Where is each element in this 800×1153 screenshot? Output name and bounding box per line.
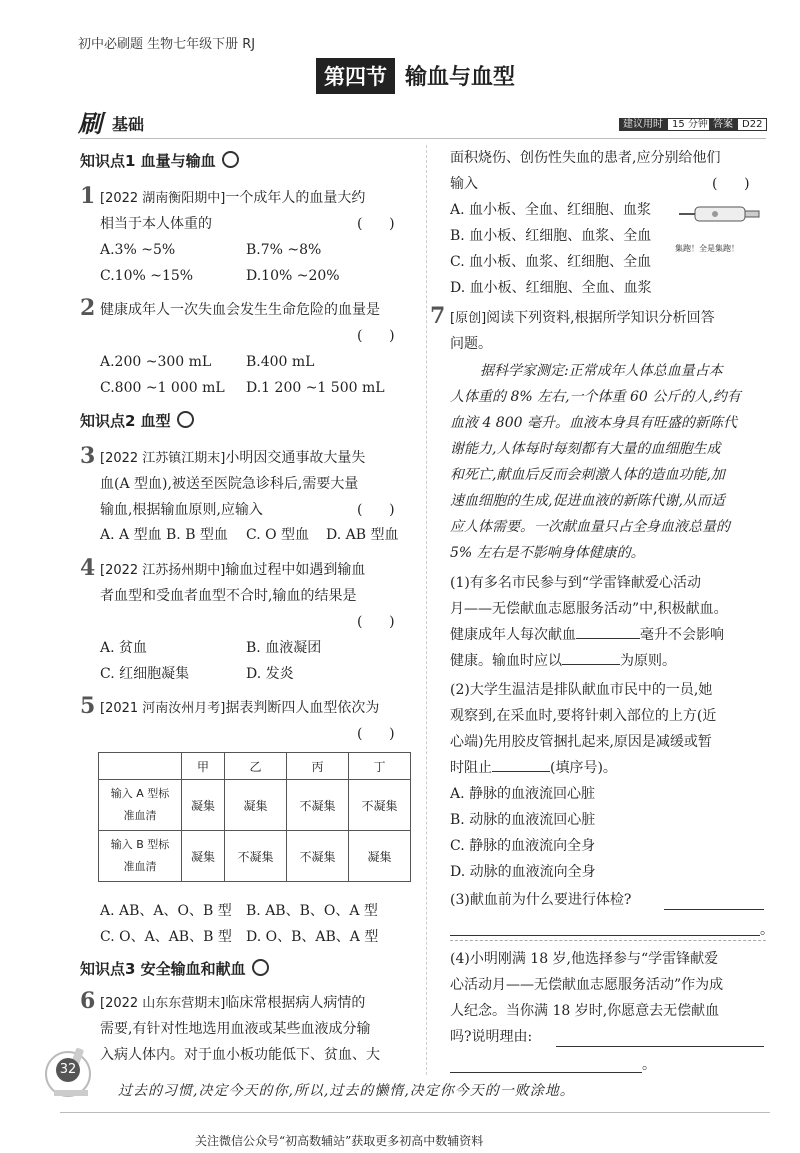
stamp-caption: 集跑！全是集跑！ [675, 244, 739, 253]
answer-page: D22 [737, 118, 767, 131]
answer-blank[interactable] [450, 1072, 642, 1073]
period-mark: 。 [642, 1057, 656, 1073]
answer-blank[interactable] [664, 909, 764, 910]
q3-option-d: D. AB 型血 [326, 527, 399, 543]
q5-number: 5 [80, 693, 96, 719]
q6-option-a: A. 血小板、全血、红细胞、血浆 [450, 202, 652, 218]
q5-option-b: B. AB、B、O、A 型 [246, 903, 378, 919]
sub2-option-b: B. 动脉的血液流回心脏 [450, 812, 596, 828]
passage-line: 和死亡,献血后反而会刺激人体的造血功能,加 [450, 467, 725, 483]
divider [450, 940, 766, 942]
sub1-line2: 月——无偿献血志愿服务活动”中,积极献血。 [450, 601, 728, 617]
answer-blank[interactable] [562, 664, 620, 665]
time-value: 15 分钟 [667, 118, 713, 131]
q2-paren: ( ) [357, 328, 395, 344]
table-header-cell [99, 753, 182, 780]
sub2-option-c: C. 静脉的血液流向全身 [450, 838, 596, 854]
q1-option-d: D.10% ~20% [246, 268, 340, 284]
q1-number: 1 [80, 183, 96, 209]
q1-stem: [2022 湖南衡阳期中]一个成年人的血量大约 [100, 190, 366, 206]
sub4-line3: 人纪念。当你满 18 岁时,你愿意去无偿献血 [450, 1003, 720, 1019]
q6-option-c: C. 血小板、血浆、红细胞、全血 [450, 254, 652, 270]
sub2-line2: 观察到,在采血时,要将针刺入部位的上方(近 [450, 708, 717, 724]
time-info [619, 115, 713, 130]
q6-stem-5: 输入 [450, 176, 478, 192]
passage-line: 5% 左右是不影响身体健康的。 [450, 545, 645, 561]
passage-line: 据科学家测定:正常成年人体总血量占本 [480, 363, 723, 379]
q2-option-d: D.1 200 ~1 500 mL [246, 380, 385, 396]
q6-number: 6 [80, 988, 96, 1014]
answer-blank[interactable] [492, 771, 550, 772]
q1-option-c: C.10% ~15% [100, 268, 194, 284]
table-cell: 不凝集 [286, 831, 348, 882]
q3-paren: ( ) [357, 502, 395, 518]
sub2-line1: (2)大学生温洁是排队献血市民中的一员,她 [450, 682, 713, 698]
q3-option-a: A. A 型血 [100, 527, 162, 543]
row-header: 输入 B 型标 准血清 [99, 831, 182, 882]
target-icon [252, 959, 269, 976]
q6-stem-3: 入病人体内。对于血小板功能低下、贫血、大 [100, 1047, 380, 1063]
divider [80, 138, 766, 139]
brush-mark: 刷 [78, 109, 102, 138]
q1-option-b: B.7% ~8% [246, 242, 322, 258]
sub1-line4: 健康。输血时应以 为原则。 [450, 653, 676, 669]
answer-blank[interactable] [556, 1046, 764, 1047]
table-cell: 不凝集 [286, 780, 348, 831]
page-number: 32 [56, 1058, 80, 1082]
answer-blank[interactable] [450, 935, 760, 936]
q3-option-c: C. O 型血 [246, 527, 310, 543]
q2-option-c: C.800 ~1 000 mL [100, 380, 225, 396]
table-cell: 凝集 [348, 831, 410, 882]
q2-option-a: A.200 ~300 mL [100, 354, 212, 370]
passage-line: 应人体需要。一次献血量只占全身血液总量的 [450, 519, 730, 535]
table-row [99, 831, 411, 882]
footer-watermark: 关注微信公众号“初高数辅站”获取更多初高中数辅资料 [195, 1134, 484, 1148]
table-header-cell: 甲 [182, 753, 225, 780]
q4-stem: [2022 江苏扬州期中]输血过程中如遇到输血 [100, 562, 366, 578]
table-cell: 凝集 [182, 780, 225, 831]
table-cell: 不凝集 [224, 831, 286, 882]
time-label: 建议用时 [619, 118, 667, 131]
table-cell: 不凝集 [348, 780, 410, 831]
q4-stem-2: 者血型和受血者血型不合时,输血的结果是 [100, 588, 357, 604]
passage-line: 血液 4 800 毫升。血液本身具有旺盛的新陈代 [450, 415, 737, 431]
q5-option-a: A. AB、A、O、B 型 [100, 903, 232, 919]
q1-option-a: A.3% ~5% [100, 242, 176, 258]
q2-number: 2 [80, 295, 96, 321]
sub2-option-d: D. 动脉的血液流向全身 [450, 864, 596, 880]
target-icon [177, 411, 194, 428]
q4-option-b: B. 血液凝团 [246, 640, 322, 656]
q5-option-d: D. O、B、AB、A 型 [246, 929, 379, 945]
sub2-line3: 心端)先用胶皮管捆扎起来,原因是减缓或暂 [450, 734, 712, 750]
table-cell: 凝集 [224, 780, 286, 831]
knowledge-point-3: 知识点3 安全输血和献血 [80, 958, 269, 979]
answer-info [709, 115, 767, 130]
knowledge-point-2: 知识点2 血型 [80, 410, 194, 431]
table-header-cell: 丙 [286, 753, 348, 780]
answer-label: 答案 [709, 118, 737, 131]
q1-stem-2: 相当于本人体重的 [100, 216, 212, 232]
sub1-line1: (1)有多名市民参与到“学雷锋献爱心活动 [450, 575, 701, 591]
q6-option-d: D. 血小板、红细胞、全血、血浆 [450, 280, 652, 296]
q6-stem: [2022 山东东营期末]临床常根据病人病情的 [100, 995, 366, 1011]
section-title: 输血与血型 [405, 64, 516, 90]
q7-stem-2: 问题。 [450, 336, 492, 352]
q3-number: 3 [80, 443, 96, 469]
q6-stem-4: 面积烧伤、创伤性失血的患者,应分别给他们 [450, 150, 721, 166]
q6-paren: ( ) [712, 176, 750, 192]
q7-number: 7 [430, 303, 446, 329]
syringe-illustration [675, 195, 765, 255]
table-header-row [99, 753, 411, 780]
level-label: 基础 [112, 115, 145, 134]
sub2-line4: 时阻止 (填序号)。 [450, 760, 617, 776]
passage-line: 人体重的 8% 左右,一个体重 60 公斤的人,约有 [450, 389, 741, 405]
sub4-line4: 吗?说明理由: [450, 1029, 533, 1045]
blood-type-table [98, 752, 411, 882]
answer-blank[interactable] [576, 638, 640, 639]
q4-option-a: A. 贫血 [100, 640, 148, 656]
passage-line: 速血细胞的生成,促进血液的新陈代谢,从而适 [450, 493, 725, 509]
q3-stem-3: 输血,根据输血原则,应输入 [100, 502, 263, 518]
running-header: 初中必刷题 生物七年级下册 RJ [78, 37, 256, 52]
sub3-question: (3)献血前为什么要进行体检? [450, 892, 632, 908]
q3-option-b: B. B 型血 [166, 527, 228, 543]
table-row [99, 780, 411, 831]
q4-paren: ( ) [357, 614, 395, 630]
q3-stem: [2022 江苏镇江期末]小明因交通事故大量失 [100, 450, 366, 466]
section-number: 第四节 [316, 58, 395, 94]
q6-stem-2: 需要,有针对性地选用血液或某些血液成分输 [100, 1021, 371, 1037]
q4-option-c: C. 红细胞凝集 [100, 666, 190, 682]
q3-stem-2: 血(A 型血),被送至医院急诊科后,需要大量 [100, 476, 359, 492]
q2-option-b: B.400 mL [246, 354, 315, 370]
q4-option-d: D. 发炎 [246, 666, 294, 682]
table-header-cell: 乙 [224, 753, 286, 780]
sub4-line1: (4)小明刚满 18 岁,他选择参与“学雷锋献爱 [450, 951, 719, 967]
sub4-line2: 心活动月——无偿献血志愿服务活动”作为成 [450, 977, 724, 993]
q1-paren: ( ) [357, 216, 395, 232]
row-header: 输入 A 型标 准血清 [99, 780, 182, 831]
q4-number: 4 [80, 555, 96, 581]
knowledge-point-1: 知识点1 血量与输血 [80, 150, 239, 171]
table-cell: 凝集 [182, 831, 225, 882]
period-mark: 。 [760, 922, 774, 938]
footer-motto: 过去的习惯,决定今天的你,所以,过去的懒惰,决定你今天的一败涂地。 [118, 1083, 575, 1099]
passage-line: 谢能力,人体每时每刻都有大量的血细胞生成 [450, 441, 721, 457]
q5-paren: ( ) [357, 726, 395, 742]
divider [60, 1112, 770, 1113]
table-header-cell: 丁 [348, 753, 410, 780]
target-icon [222, 151, 239, 168]
q7-stem: [原创]阅读下列资料,根据所学知识分析回答 [450, 310, 715, 326]
q5-option-c: C. O、A、AB、B 型 [100, 929, 232, 945]
column-divider [426, 145, 427, 1075]
q5-stem: [2021 河南汝州月考]据表判断四人血型依次为 [100, 700, 380, 716]
sub1-line3: 健康成年人每次献血 毫升不会影响 [450, 627, 724, 643]
sub2-option-a: A. 静脉的血液流回心脏 [450, 786, 596, 802]
q2-stem: 健康成年人一次失血会发生生命危险的血量是 [100, 302, 380, 318]
q6-option-b: B. 血小板、红细胞、血浆、全血 [450, 228, 652, 244]
